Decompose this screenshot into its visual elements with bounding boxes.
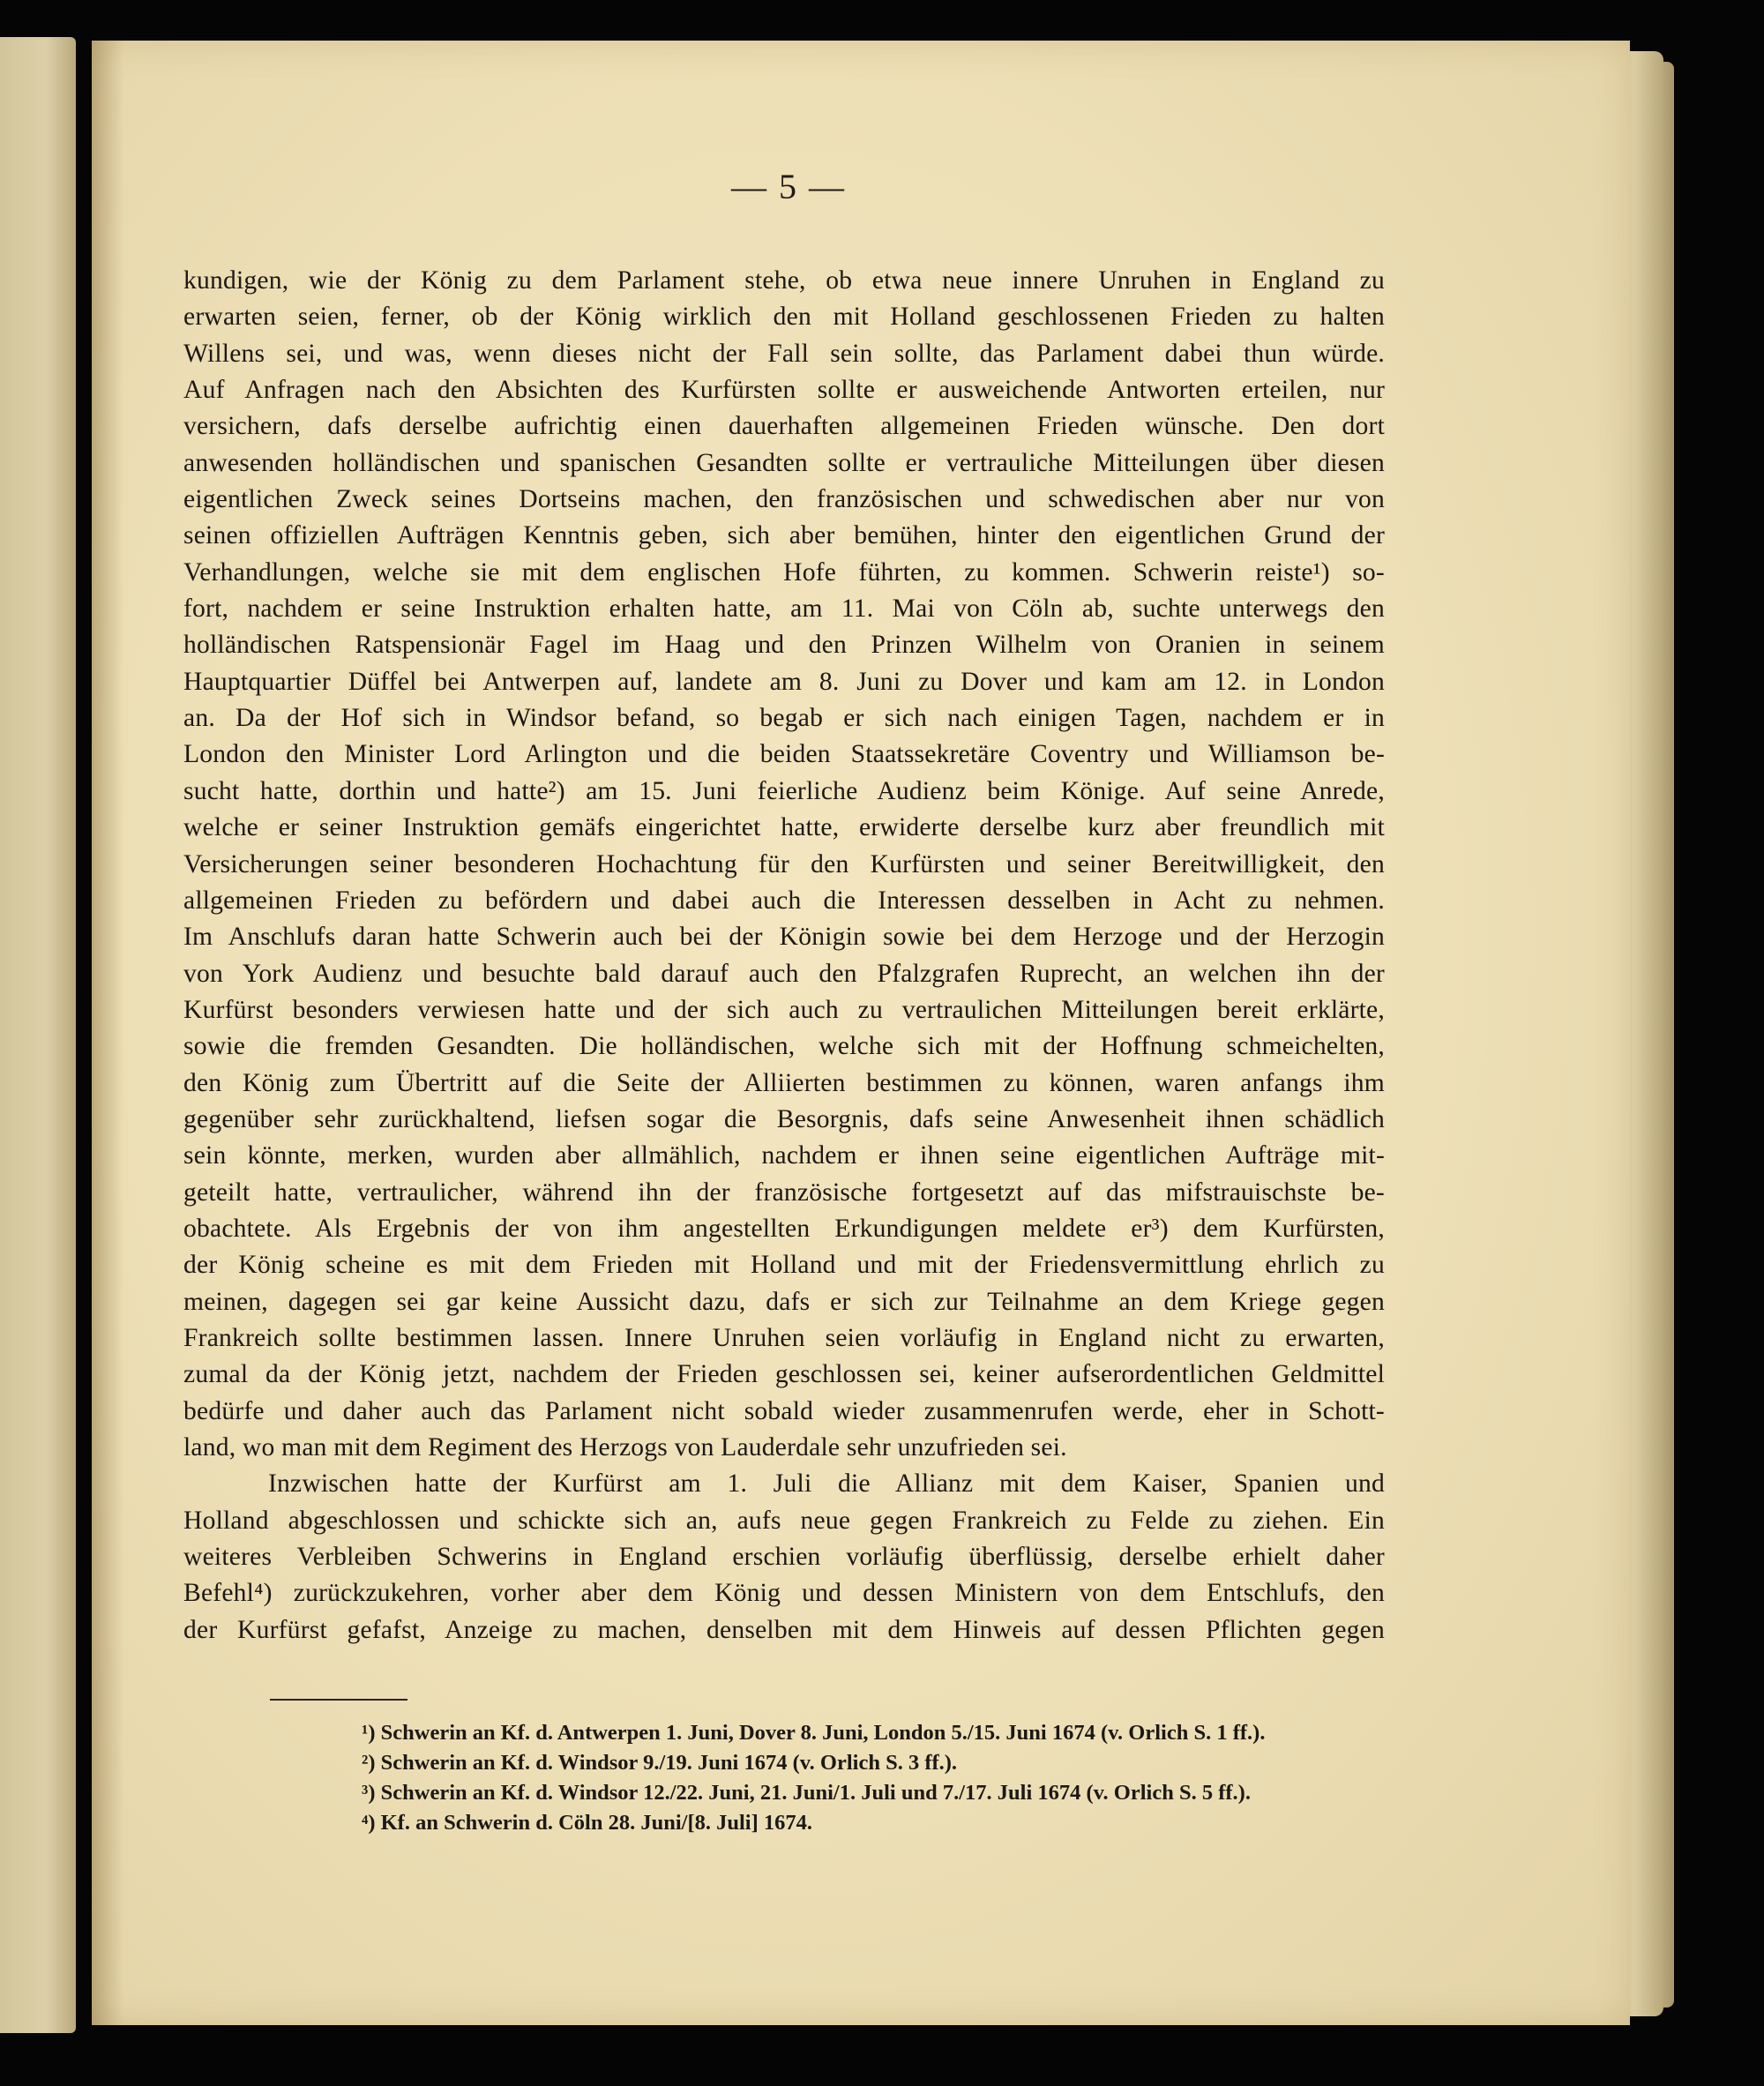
text-line: Willens sei, und was, wenn dieses nicht der Fall sein sollte, das Parlament dabei thun würde. (183, 339, 1385, 368)
footnote: ⁴) Kf. an Schwerin d. Cöln 28. Juni/[8. Juli] 1674. (362, 1811, 813, 1835)
text-line: an. Da der Hof sich in Windsor befand, so begab er sich nach einigen Tagen, nachdem er in (183, 704, 1385, 733)
text-line: Auf Anfragen nach den Absichten des Kurfürsten sollte er ausweichende Antworten erteilen, nur (183, 376, 1385, 405)
text-line: holländischen Ratspensionär Fagel im Haag und den Prinzen Wilhelm von Oranien in seinem (183, 631, 1385, 660)
text-line: welche er seiner Instruktion gemäfs eingerichtet hatte, erwiderte derselbe kurz aber freundlich mit (183, 813, 1385, 842)
text-line: seinen offiziellen Aufträgen Kenntnis geben, sich aber bemühen, hinter den eigentlichen Grund der (183, 521, 1385, 550)
body-text (183, 263, 1385, 1649)
text-line: Befehl⁴) zurückzukehren, vorher aber dem König und dessen Ministern von dem Entschlufs, den (183, 1579, 1385, 1608)
text-line: Im Anschlufs daran hatte Schwerin auch bei der Königin sowie bei dem Herzoge und der Herzogin (183, 923, 1385, 952)
text-line: den König zum Übertritt auf die Seite der Alliierten bestimmen zu können, waren anfangs ihm (183, 1068, 1385, 1097)
text-line: geteilt hatte, vertraulicher, während ihn der französische fortgesetzt auf das mifstrauischste be- (183, 1178, 1385, 1207)
text-line: der König scheine es mit dem Frieden mit Holland und mit der Friedensvermittlung ehrlich zu (183, 1251, 1385, 1280)
footnote-rule (270, 1699, 407, 1701)
text-line: Verhandlungen, welche sie mit dem englischen Hofe führten, zu kommen. Schwerin reiste¹) so- (183, 557, 1385, 587)
text-line: gegenüber sehr zurückhaltend, liefsen sogar die Besorgnis, dafs seine Anwesenheit ihnen schädlich (183, 1104, 1385, 1133)
text-line: fort, nachdem er seine Instruktion erhalten hatte, am 11. Mai von Cöln ab, suchte unterwegs den (183, 594, 1385, 624)
text-line: versichern, dafs derselbe aufrichtig einen dauerhaften allgemeinen Frieden wünsche. Den dort (183, 412, 1385, 441)
text-line: eigentlichen Zweck seines Dortseins machen, den französischen und schwedischen aber nur von (183, 485, 1385, 514)
text-line: der Kurfürst gefafst, Anzeige zu machen, denselben mit dem Hinweis auf dessen Pflichten gegen (183, 1615, 1385, 1644)
text-line: von York Audienz und besuchte bald darauf auch den Pfalzgrafen Ruprecht, an welchen ihn der (183, 959, 1385, 988)
gutter-shadow (92, 41, 123, 2025)
text-line: erwarten seien, ferner, ob der König wirklich den mit Holland geschlossenen Frieden zu halten (183, 303, 1385, 332)
text-line: obachtete. Als Ergebnis der von ihm angestellten Erkundigungen meldete er³) dem Kurfürsten, (183, 1214, 1385, 1243)
text-line: Versicherungen seiner besonderen Hochachtung für den Kurfürsten und seiner Bereitwilligkeit, den (183, 849, 1385, 879)
page-number: — 5 — (731, 167, 846, 206)
text-line: sucht hatte, dorthin und hatte²) am 15. Juni feierliche Audienz beim Könige. Auf seine Anrede, (183, 776, 1385, 805)
text-line: weiteres Verbleiben Schwerins in England erschien vorläufig überflüssig, derselbe erhielt daher (183, 1543, 1385, 1572)
text-line: Hauptquartier Düffel bei Antwerpen auf, landete am 8. Juni zu Dover und kam am 12. in London (183, 667, 1385, 696)
footnotes (362, 1718, 1385, 1838)
text-line: London den Minister Lord Arlington und die beiden Staatssekretäre Coventry und Williamson be- (183, 740, 1385, 769)
text-line: kundigen, wie der König zu dem Parlament stehe, ob etwa neue innere Unruhen in England zu (183, 266, 1385, 295)
text-line: land, wo man mit dem Regiment des Herzogs von Lauderdale sehr unzufrieden sei. (183, 1433, 1067, 1462)
footnote: ²) Schwerin an Kf. d. Windsor 9./19. Juni 1674 (v. Orlich S. 3 ff.). (362, 1751, 958, 1775)
text-line: sowie die fremden Gesandten. Die holländischen, welche sich mit der Hoffnung schmeichelten, (183, 1032, 1385, 1061)
text-line: zumal da der König jetzt, nachdem der Frieden geschlossen sei, keiner aufserordentlichen Geldmittel (183, 1360, 1385, 1389)
text-line: bedürfe und daher auch das Parlament nicht sobald wieder zusammenrufen werde, eher in Schott- (183, 1396, 1385, 1425)
footnote: ¹) Schwerin an Kf. d. Antwerpen 1. Juni, Dover 8. Juni, London 5./15. Juni 1674 (v. Orlich S. 1 ff.). (362, 1721, 1266, 1745)
footnote: ³) Schwerin an Kf. d. Windsor 12./22. Juni, 21. Juni/1. Juli und 7./17. Juli 1674 (v. Orlich S. 5 ff.). (362, 1781, 1251, 1805)
text-line: anwesenden holländischen und spanischen Gesandten sollte er vertrauliche Mitteilungen über diesen (183, 448, 1385, 477)
text-line: Kurfürst besonders verwiesen hatte und der sich auch zu vertraulichen Mitteilungen bereit erklärte, (183, 995, 1385, 1024)
previous-page-edge (0, 37, 76, 2033)
text-line: allgemeinen Frieden zu befördern und dabei auch die Interessen desselben in Acht zu nehmen. (183, 886, 1385, 915)
text-line: sein könnte, merken, wurden aber allmählich, nachdem er ihnen seine eigentlichen Aufträge mit- (183, 1141, 1385, 1170)
text-line: meinen, dagegen sei gar keine Aussicht dazu, dafs er sich zur Teilnahme an dem Kriege gegen (183, 1287, 1385, 1316)
text-line-paragraph-start: Inzwischen hatte der Kurfürst am 1. Juli die Allianz mit dem Kaiser, Spanien und (268, 1469, 1385, 1499)
text-line: Holland abgeschlossen und schickte sich an, aufs neue gegen Frankreich zu Felde zu ziehen. Ein (183, 1506, 1385, 1535)
text-line: Frankreich sollte bestimmen lassen. Innere Unruhen seien vorläufig in England nicht zu erwarten, (183, 1323, 1385, 1352)
